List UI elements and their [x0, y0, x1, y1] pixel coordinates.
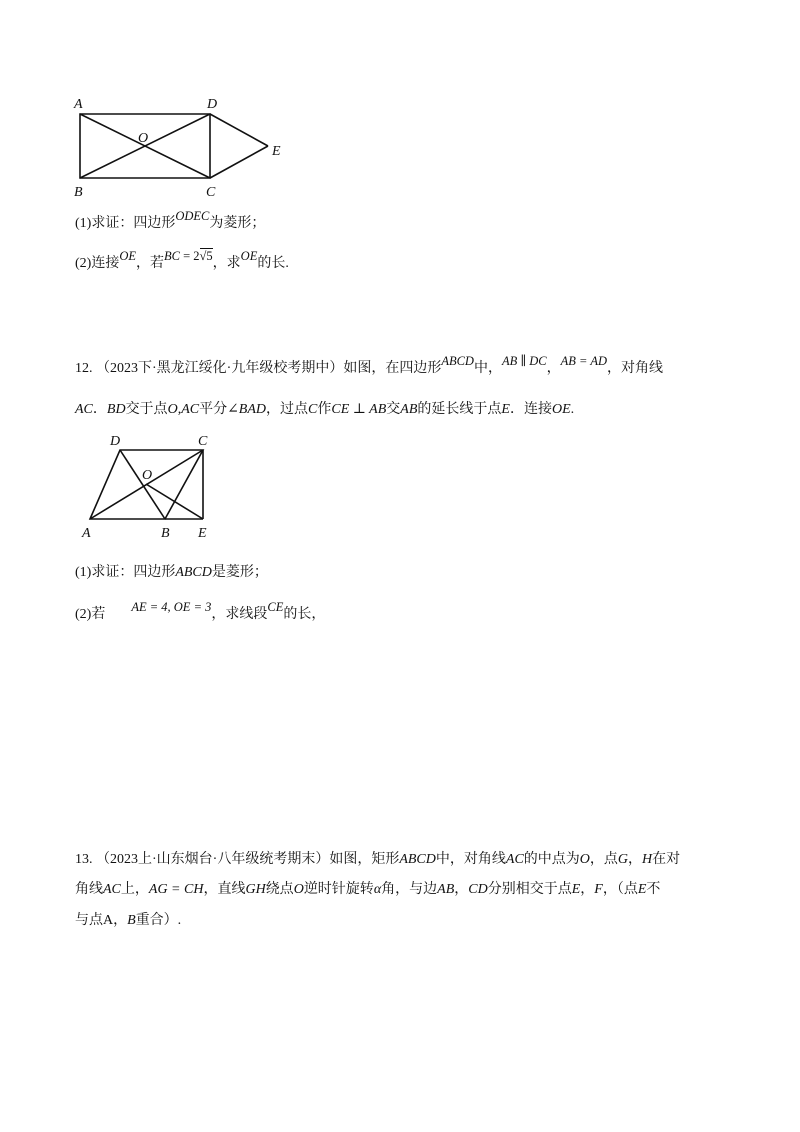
- label-c: C: [198, 434, 208, 449]
- label-o: O: [142, 468, 153, 483]
- q11-part2: (2)连接OE，若BC = 2√5，求OE的长.: [75, 249, 289, 271]
- sqrt-radicand: √5: [199, 249, 213, 263]
- figure-rhombus-abcd: [70, 430, 230, 545]
- q12-line2: AC．BD交于点O,AC平分∠BAD，过点C作CE ⊥ AB交AB的延长线于点E．连接OE.: [75, 402, 575, 417]
- q12-part1: (1)求证：四边形ABCD是菱形；: [75, 565, 268, 580]
- label-e: E: [198, 526, 207, 541]
- figure-rectangle-rhombus: [60, 88, 300, 198]
- q11-part1: (1)求证：四边形ODEC为菱形；: [75, 209, 266, 231]
- label-b: B: [161, 526, 170, 541]
- diagonal-bd: [120, 450, 165, 519]
- q13-line2: 角线AC上，AG = CH，直线GH绕点O逆时针旋转α角，与边AB，CD分别相交于点E，F，（点E不: [75, 882, 661, 897]
- segment-ec: [210, 146, 268, 178]
- label-c: C: [206, 185, 216, 200]
- q13-line1: 13. （2023上·山东烟台·八年级统考期末）如图，矩形ABCD中，对角线AC的中点为O，点G，H在对: [75, 852, 681, 867]
- q12-line1: 12. （2023下·黑龙江绥化·九年级校考期中）如图，在四边形ABCD中，AB ∥ DC，AB = AD，对角线: [75, 354, 664, 376]
- label-a: A: [82, 526, 91, 541]
- label-a: A: [74, 97, 83, 112]
- label-o: O: [138, 131, 149, 146]
- label-d: D: [110, 434, 121, 449]
- label-e: E: [272, 144, 281, 159]
- label-d: D: [207, 97, 218, 112]
- q13-line3: 与点A，B重合）.: [75, 913, 182, 928]
- q12-part2: (2)若 AE = 4, OE = 3，求线段CE的长，: [75, 600, 326, 622]
- segment-de: [210, 114, 268, 146]
- segment-oe: [146, 484, 203, 519]
- label-b: B: [74, 185, 83, 200]
